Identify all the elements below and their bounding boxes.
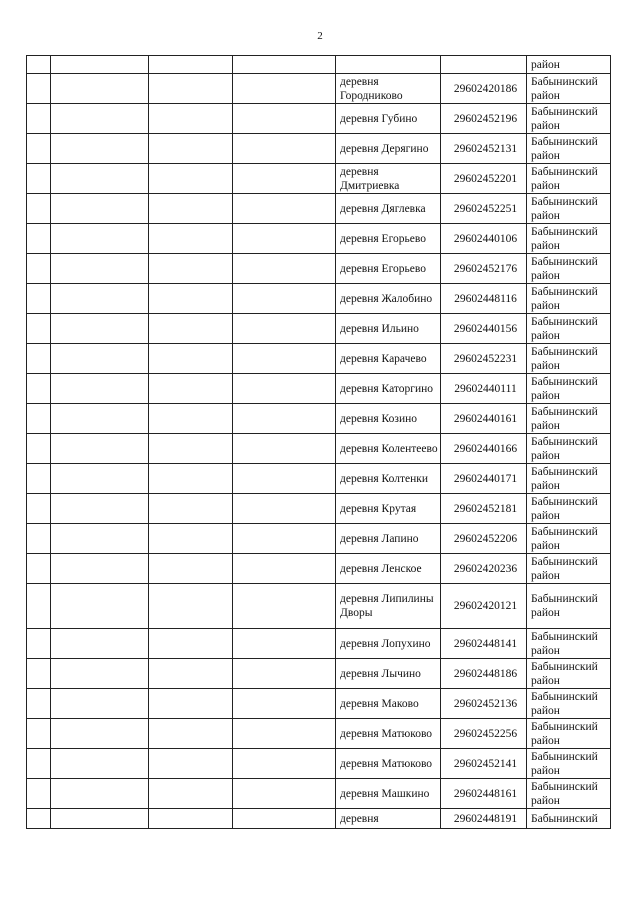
settlement-name-cell: деревня Егорьево [336,224,441,254]
table-row [27,104,611,134]
oktmo-code-cell: 29602452136 [441,689,527,719]
blank-cell [51,749,149,779]
blank-cell [233,749,336,779]
blank-cell [233,434,336,464]
table-row [27,224,611,254]
table-row [27,494,611,524]
blank-cell [233,404,336,434]
settlement-name-cell: деревня Ильино [336,314,441,344]
table-row [27,254,611,284]
district-cell: Бабынинский район [527,434,611,464]
blank-cell [51,224,149,254]
blank-cell [149,314,233,344]
oktmo-code-cell: 29602440171 [441,464,527,494]
oktmo-code-cell: 29602420236 [441,554,527,584]
blank-cell [233,104,336,134]
district-cell: Бабынинский район [527,524,611,554]
blank-cell [27,224,51,254]
blank-cell [233,314,336,344]
blank-cell [233,719,336,749]
district-cell: Бабынинский район [527,314,611,344]
table-row [27,434,611,464]
oktmo-code-cell: 29602452231 [441,344,527,374]
oktmo-code-cell: 29602420121 [441,584,527,629]
blank-cell [149,689,233,719]
blank-cell [233,56,336,74]
blank-cell [27,344,51,374]
settlement-name-cell: деревня Каторгино [336,374,441,404]
blank-cell [27,554,51,584]
blank-cell [27,464,51,494]
blank-cell [233,374,336,404]
blank-cell [27,809,51,829]
district-cell: Бабынинский район [527,194,611,224]
district-cell: Бабынинский район [527,404,611,434]
blank-cell [27,434,51,464]
table-row [27,659,611,689]
blank-cell [233,494,336,524]
blank-cell [51,719,149,749]
oktmo-code-cell: 29602452256 [441,719,527,749]
oktmo-code-cell: 29602452181 [441,494,527,524]
blank-cell [233,779,336,809]
blank-cell [233,194,336,224]
blank-cell [149,74,233,104]
settlement-name-cell: деревня Матюково [336,749,441,779]
blank-cell [233,659,336,689]
blank-cell [27,74,51,104]
oktmo-code-cell: 29602440106 [441,224,527,254]
district-cell: Бабынинский район [527,74,611,104]
district-cell: Бабынинский район [527,719,611,749]
oktmo-code-cell: 29602452196 [441,104,527,134]
blank-cell [51,374,149,404]
blank-cell [51,194,149,224]
blank-cell [27,164,51,194]
settlement-name-cell: деревня Дяглевка [336,194,441,224]
district-cell: Бабынинский район [527,749,611,779]
oktmo-code-cell: 29602448116 [441,284,527,314]
blank-cell [27,404,51,434]
blank-cell [27,719,51,749]
blank-cell [233,689,336,719]
blank-cell [233,584,336,629]
blank-cell [233,74,336,104]
blank-cell [27,56,51,74]
blank-cell [149,404,233,434]
oktmo-code-cell: 29602452176 [441,254,527,284]
table-row [27,194,611,224]
settlement-name-cell: деревня Липилины Дворы [336,584,441,629]
blank-cell [149,164,233,194]
blank-cell [51,404,149,434]
table-row [27,749,611,779]
blank-cell [51,809,149,829]
district-cell: Бабынинский район [527,629,611,659]
blank-cell [51,554,149,584]
settlement-name-cell: деревня Колтенки [336,464,441,494]
blank-cell [27,284,51,314]
table-row [27,314,611,344]
blank-cell [51,314,149,344]
district-cell: Бабынинский район [527,374,611,404]
table-row [27,689,611,719]
settlement-name-cell: деревня Лычино [336,659,441,689]
blank-cell [51,344,149,374]
blank-cell [51,254,149,284]
blank-cell [51,56,149,74]
blank-cell [149,809,233,829]
blank-cell [51,74,149,104]
blank-cell [27,104,51,134]
oktmo-code-cell: 29602440156 [441,314,527,344]
blank-cell [149,524,233,554]
blank-cell [51,494,149,524]
blank-cell [51,164,149,194]
blank-cell [149,194,233,224]
blank-cell [27,254,51,284]
blank-cell [27,689,51,719]
district-cell: Бабынинский район [527,584,611,629]
blank-cell [149,434,233,464]
settlement-name-cell: деревня Крутая [336,494,441,524]
table-row [27,554,611,584]
settlement-name-cell: деревня Дерягино [336,134,441,164]
table-row-continuation [27,56,611,74]
oktmo-code-cell: 29602448186 [441,659,527,689]
blank-cell [51,464,149,494]
table-row [27,809,611,829]
district-cell: Бабынинский район [527,494,611,524]
blank-cell [233,629,336,659]
blank-cell [27,494,51,524]
settlement-name-cell: деревня [336,809,441,829]
table-row [27,464,611,494]
blank-cell [27,659,51,689]
oktmo-code-cell: 29602448191 [441,809,527,829]
settlement-name-cell: деревня Егорьево [336,254,441,284]
blank-cell [51,659,149,689]
table-row [27,344,611,374]
table-row [27,779,611,809]
blank-cell [233,524,336,554]
settlement-name-cell: деревня Козино [336,404,441,434]
table-row [27,719,611,749]
oktmo-code-cell: 29602452251 [441,194,527,224]
table-row [27,629,611,659]
blank-cell [51,524,149,554]
table-row [27,134,611,164]
blank-cell [149,134,233,164]
district-cell: Бабынинский район [527,689,611,719]
oktmo-code-cell: 29602440166 [441,434,527,464]
blank-cell [233,284,336,314]
settlement-name-cell: деревня Матюково [336,719,441,749]
blank-cell [149,494,233,524]
blank-cell [149,719,233,749]
table-row [27,404,611,434]
oktmo-code-cell: 29602440111 [441,374,527,404]
blank-cell [149,584,233,629]
blank-cell [149,374,233,404]
blank-cell [149,464,233,494]
oktmo-code-cell: 29602448161 [441,779,527,809]
blank-cell [27,749,51,779]
settlement-name-cell: деревня Жалобино [336,284,441,314]
oktmo-code-cell: 29602440161 [441,404,527,434]
oktmo-code-cell: 29602452201 [441,164,527,194]
blank-cell [149,779,233,809]
blank-cell [27,779,51,809]
settlement-name-cell: деревня Городниково [336,74,441,104]
settlement-name-cell: деревня Маково [336,689,441,719]
blank-cell [233,464,336,494]
blank-cell [149,224,233,254]
table-row [27,164,611,194]
blank-cell [149,56,233,74]
district-cell: Бабынинский район [527,659,611,689]
table-row [27,374,611,404]
table-row [27,74,611,104]
blank-cell [149,284,233,314]
district-cell: Бабынинский район [527,464,611,494]
district-cell: Бабынинский район [527,344,611,374]
blank-cell [51,629,149,659]
district-cell: Бабынинский район [527,284,611,314]
settlement-name-cell: деревня Дмитриевка [336,164,441,194]
district-cell: Бабынинский район [527,779,611,809]
oktmo-code-cell: 29602420186 [441,74,527,104]
blank-cell [233,224,336,254]
settlement-name-cell: деревня Карачево [336,344,441,374]
oktmo-code-cell: 29602452206 [441,524,527,554]
blank-cell [233,254,336,284]
oktmo-code-cell: 29602452141 [441,749,527,779]
blank-cell [233,164,336,194]
district-cell: Бабынинский район [527,554,611,584]
blank-cell [233,809,336,829]
blank-cell [149,749,233,779]
blank-cell [51,284,149,314]
district-cell: Бабынинский [527,809,611,829]
settlement-name-cell: деревня Ленское [336,554,441,584]
blank-cell [51,584,149,629]
blank-cell [27,134,51,164]
district-cell: Бабынинский район [527,254,611,284]
blank-cell [233,134,336,164]
blank-cell [149,254,233,284]
blank-cell [27,629,51,659]
blank-cell [149,659,233,689]
blank-cell [149,629,233,659]
blank-cell [149,104,233,134]
blank-cell [51,104,149,134]
page-number: 2 [317,30,323,42]
blank-cell [441,56,527,74]
blank-cell [51,689,149,719]
blank-cell [51,779,149,809]
settlement-name-cell: деревня Губино [336,104,441,134]
blank-cell [51,434,149,464]
settlement-name-cell: деревня Колентеево [336,434,441,464]
district-cell: Бабынинский район [527,104,611,134]
district-cell: Бабынинский район [527,134,611,164]
blank-cell [27,374,51,404]
blank-cell [336,56,441,74]
blank-cell [51,134,149,164]
table-row [27,524,611,554]
district-cell: Бабынинский район [527,164,611,194]
blank-cell [27,584,51,629]
blank-cell [149,344,233,374]
table-row [27,584,611,629]
blank-cell [233,554,336,584]
district-cell: район [527,56,611,74]
oktmo-code-cell: 29602452131 [441,134,527,164]
blank-cell [27,524,51,554]
settlement-name-cell: деревня Машкино [336,779,441,809]
blank-cell [149,554,233,584]
blank-cell [233,344,336,374]
settlements-table [26,55,611,829]
blank-cell [27,314,51,344]
settlement-name-cell: деревня Лопухино [336,629,441,659]
blank-cell [27,194,51,224]
table-row [27,284,611,314]
oktmo-code-cell: 29602448141 [441,629,527,659]
district-cell: Бабынинский район [527,224,611,254]
settlement-name-cell: деревня Лапино [336,524,441,554]
